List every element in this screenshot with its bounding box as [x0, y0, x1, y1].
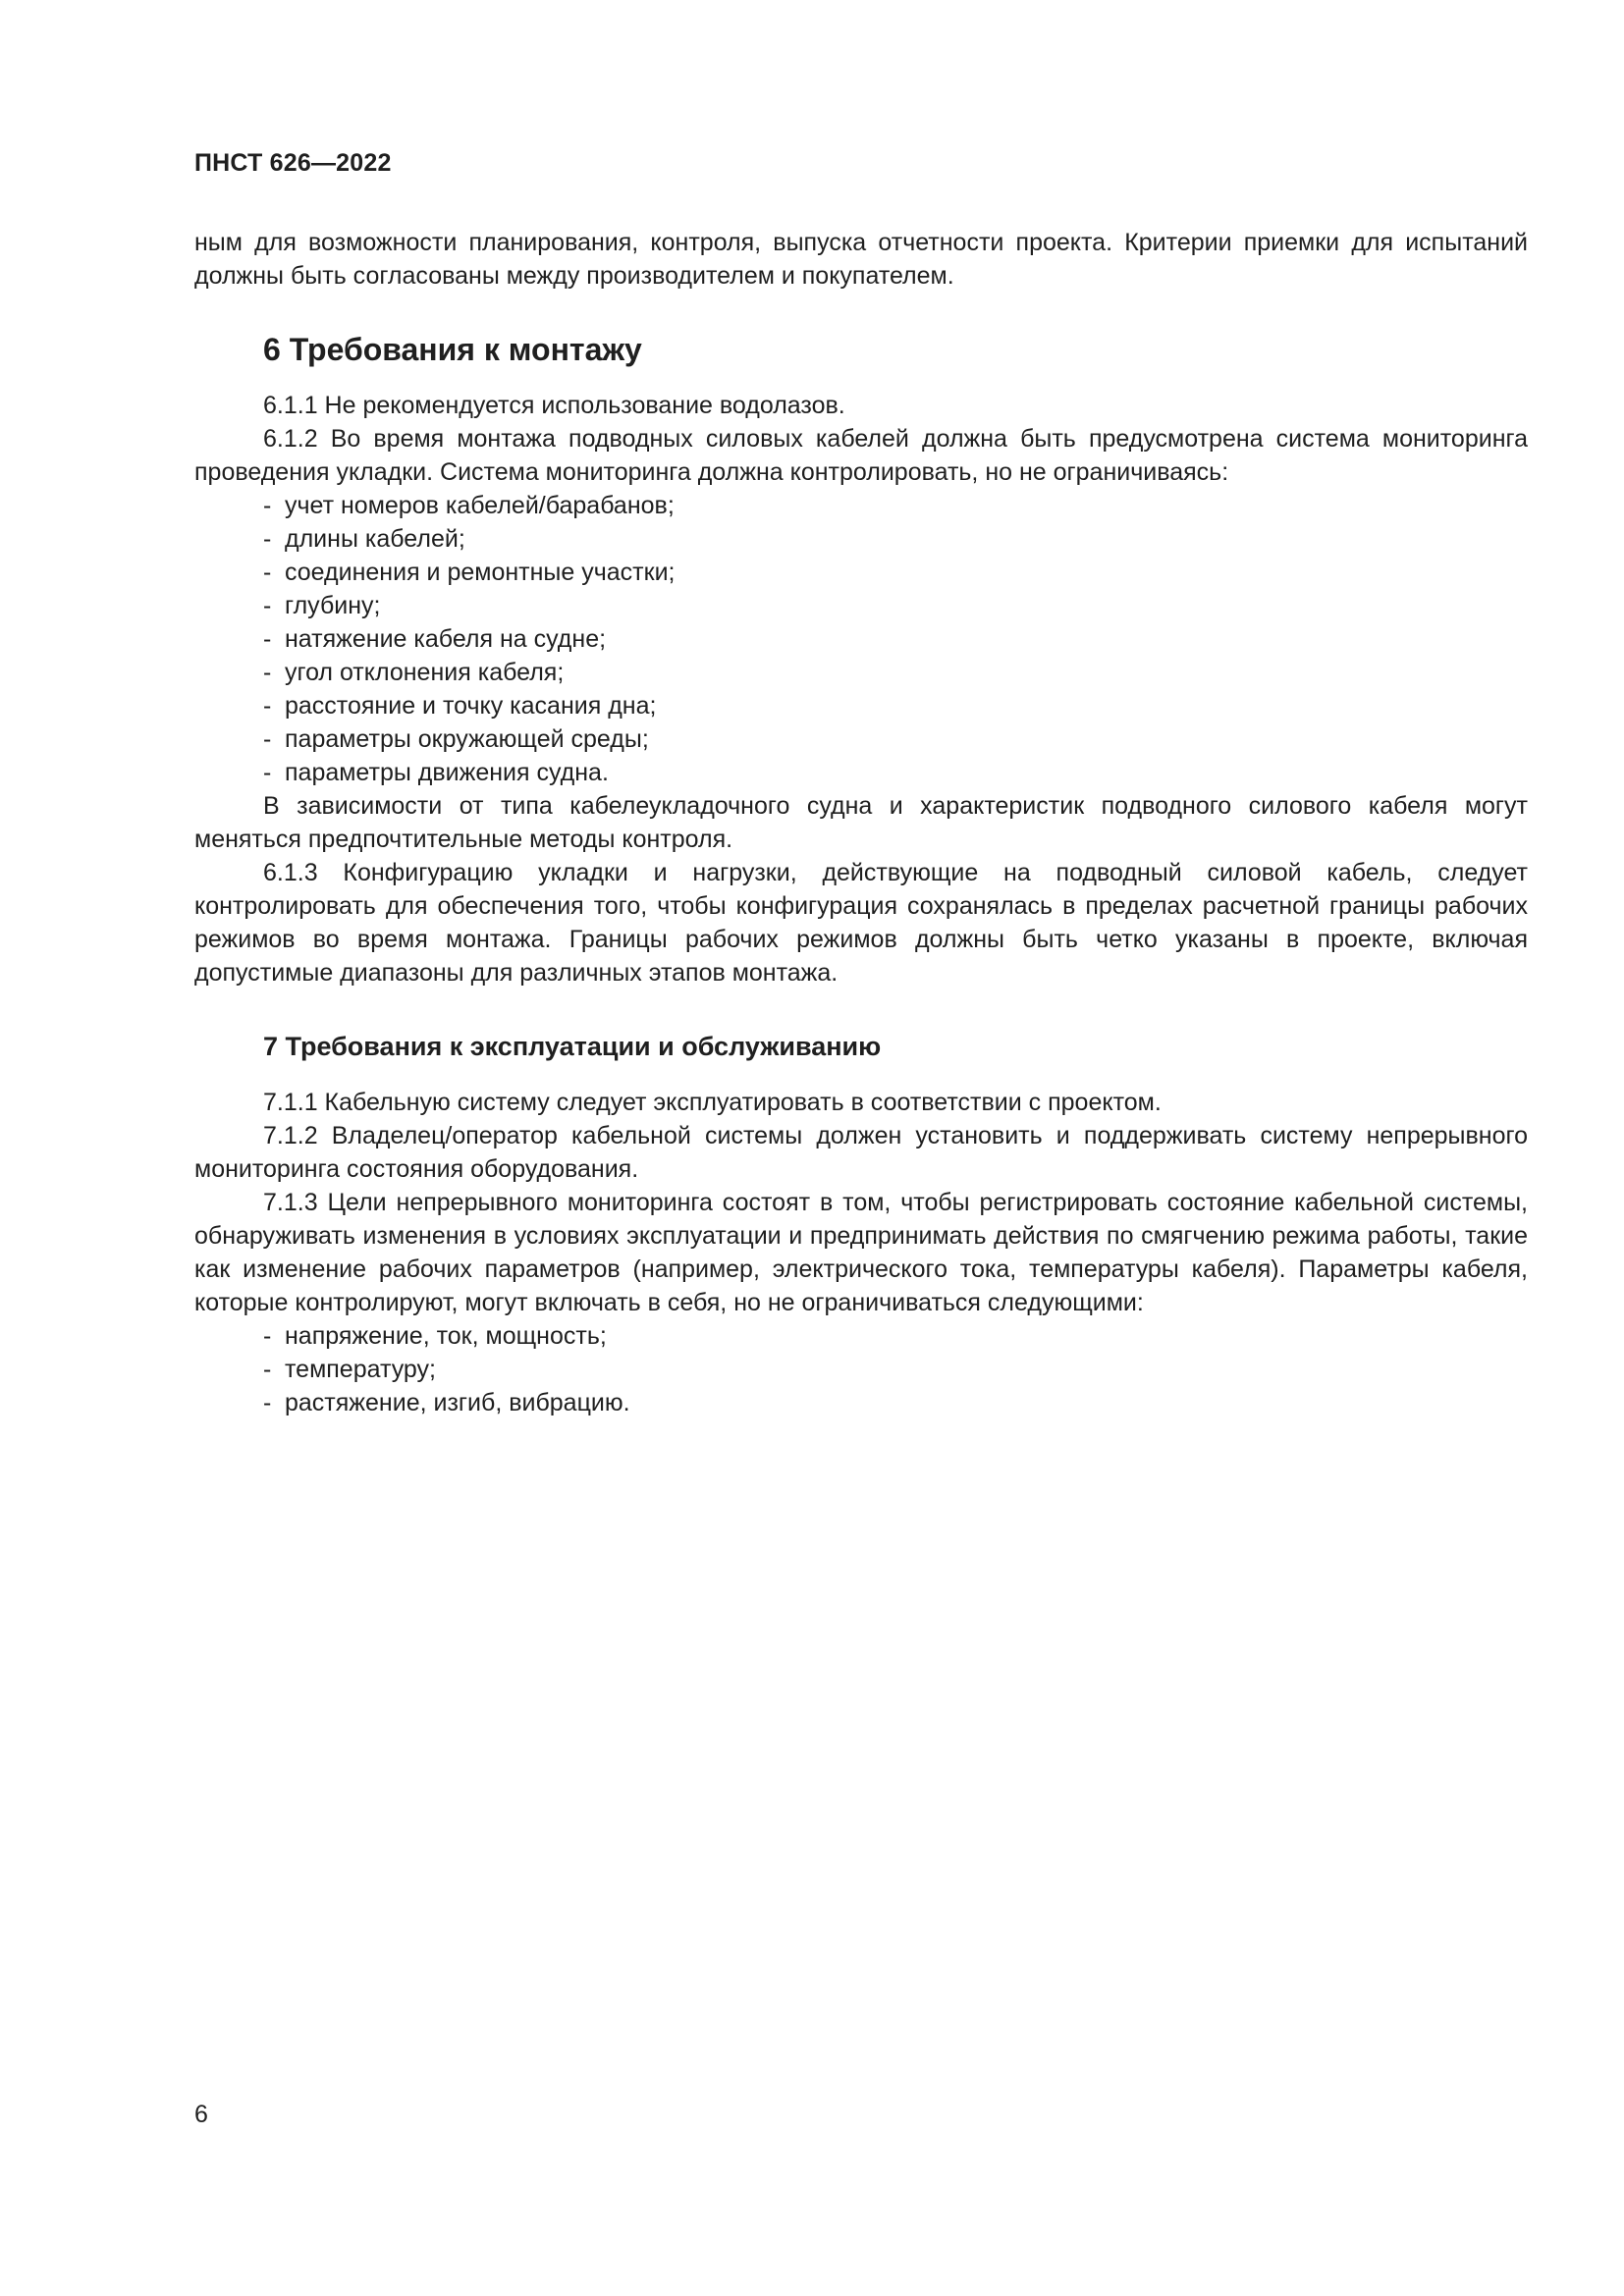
paragraph-6-1-3: 6.1.3 Конфигурацию укладки и нагрузки, действующие на подводный силовой кабель, следует контролировать для обеспечения того, чтобы конфигурация сохранялась в пределах расчетной границы рабочих режимов во время монтажа. Границы рабочих режимов должны быть четко указаны в проекте, включая допустимые диапазоны для различных этапов монтажа.: [194, 859, 1528, 987]
cable-parameters-list: [194, 1319, 1528, 1419]
paragraph-6-1-1: 6.1.1 Не рекомендуется использование водолазов.: [263, 392, 845, 419]
list-item-text: глубину;: [285, 592, 381, 619]
list-item-text: температуру;: [285, 1356, 436, 1383]
list-item: [194, 656, 1528, 689]
list-dash: -: [263, 759, 272, 786]
list-item: [194, 622, 1528, 656]
list-item-text: натяжение кабеля на судне;: [285, 625, 607, 653]
list-item: [194, 1386, 1528, 1419]
paragraph-7-1-3: 7.1.3 Цели непрерывного мониторинга состоят в том, чтобы регистрировать состояние кабельной системы, обнаруживать изменения в условиях эксплуатации и предпринимать действия по смягчению режима работы, такие как изменение рабочих параметров (например, электрического тока, температуры кабеля). Параметры кабеля, которые контролируют, могут включать в себя, но не ограничиваться следующими:: [194, 1189, 1528, 1316]
page-number: 6: [194, 2101, 208, 2128]
paragraph-7-1-1: 7.1.1 Кабельную систему следует эксплуатировать в соответствии с проектом.: [263, 1089, 1162, 1116]
list-item-text: напряжение, ток, мощность;: [285, 1322, 607, 1350]
list-item: [194, 522, 1528, 556]
list-dash: -: [263, 1322, 272, 1350]
list-item: [194, 1319, 1528, 1353]
list-dash: -: [263, 592, 272, 619]
document-id-header: ПНСТ 626—2022: [194, 149, 392, 177]
monitoring-list: [194, 489, 1528, 789]
list-item: [194, 589, 1528, 622]
list-item-text: параметры окружающей среды;: [285, 725, 649, 753]
list-item-text: длины кабелей;: [285, 525, 465, 553]
list-item: [194, 722, 1528, 756]
paragraph-7-1-2: 7.1.2 Владелец/оператор кабельной системы должен установить и поддерживать систему непрерывного мониторинга состояния оборудования.: [194, 1122, 1528, 1183]
list-dash: -: [263, 725, 272, 753]
list-dash: -: [263, 625, 272, 653]
list-item: [194, 689, 1528, 722]
list-item-text: параметры движения судна.: [285, 759, 609, 786]
section-7-heading: 7 Требования к эксплуатации и обслуживанию: [263, 1032, 882, 1061]
list-item-text: расстояние и точку касания дна;: [285, 692, 657, 720]
intro-paragraph: ным для возможности планирования, контроля, выпуска отчетности проекта. Критерии приемки для испытаний должны быть согласованы между производителем и покупателем.: [194, 229, 1528, 290]
list-item: [194, 489, 1528, 522]
list-item: [194, 756, 1528, 789]
list-item-text: учет номеров кабелей/барабанов;: [285, 492, 675, 519]
list-dash: -: [263, 1389, 272, 1416]
list-dash: -: [263, 525, 272, 553]
paragraph-6-1-2: 6.1.2 Во время монтажа подводных силовых кабелей должна быть предусмотрена система мониторинга проведения укладки. Система мониторинга должна контролировать, но не ограничиваясь:: [194, 425, 1528, 486]
list-dash: -: [263, 492, 272, 519]
page-content: [194, 226, 1528, 1419]
list-item-text: растяжение, изгиб, вибрацию.: [285, 1389, 630, 1416]
list-dash: -: [263, 559, 272, 586]
section-6-heading: 6 Требования к монтажу: [263, 332, 642, 367]
list-item: [194, 1353, 1528, 1386]
paragraph-control-methods: В зависимости от типа кабелеукладочного судна и характеристик подводного силового кабеля могут меняться предпочтительные методы контроля.: [194, 792, 1528, 853]
list-item-text: угол отклонения кабеля;: [285, 659, 565, 686]
list-dash: -: [263, 659, 272, 686]
list-dash: -: [263, 1356, 272, 1383]
list-item: [194, 556, 1528, 589]
list-dash: -: [263, 692, 272, 720]
list-item-text: соединения и ремонтные участки;: [285, 559, 676, 586]
